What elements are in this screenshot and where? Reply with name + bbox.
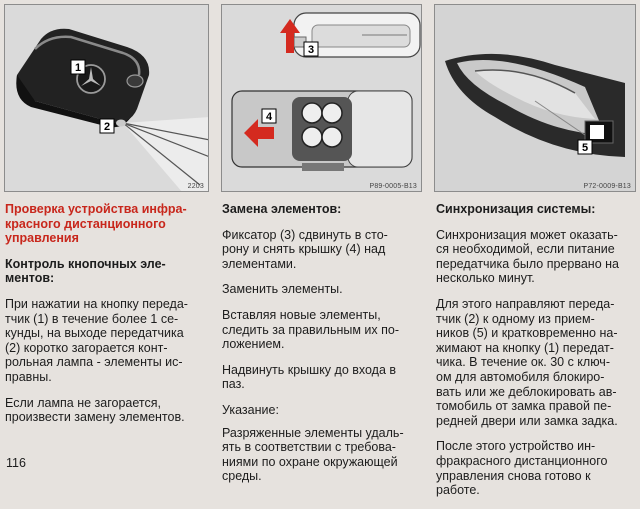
svg-text:2: 2 [103,121,111,133]
figure-door-handle [434,4,636,192]
column-battery [222,202,427,495]
svg-text:3: 3 [307,44,315,56]
note-text: Разряженные элементы удаль- ять в соответствии с требова- ниями по охране окружающей среды. [222,425,404,484]
figure-ref: P89-0005-B13 [369,183,417,190]
svg-text:1: 1 [74,62,82,74]
remote-button [127,75,143,87]
paragraph: Фиксатор (3) сдвинуть в сто- рону и снять крышку (4) над элементами. [222,227,388,271]
marker-2 [100,119,114,133]
paragraph: Заменить элементы. [222,282,343,297]
column-check [5,202,217,436]
marker-1 [71,60,85,74]
marker-3 [304,42,318,56]
battery [322,127,342,147]
paragraph: Если лампа не загорается, произвести замену элементов. [5,395,185,425]
figure-ref: P72-0009-B13 [583,183,631,190]
page-number: 116 [6,456,26,470]
section-heading: Синхронизация системы: [436,202,596,216]
section-heading: Проверка устройства инфра- красного дистанционного управления [5,202,187,246]
section-heading: Замена элементов: [222,202,342,216]
battery [302,103,322,123]
marker-5 [578,140,592,154]
paragraph: Надвинуть крышку до входа в паз. [222,362,397,392]
column-sync [436,202,636,509]
paragraph: Вставляя новые элементы, следить за правильным их по- ложением. [222,307,400,352]
subsection-heading: Контроль кнопочных эле- ментов: [5,256,166,286]
figure-battery-replacement [221,4,422,192]
figure-key-fob [4,4,209,192]
paragraph: После этого устройство ин- фракрасного дистанционного управления снова готово к работе. [436,439,608,498]
battery [302,127,322,147]
battery [322,103,342,123]
svg-text:4: 4 [265,111,273,123]
note-label: Указание: [222,402,279,417]
paragraph: Для этого направляют переда- тчик (2) к одному из прием- ников (5) и кратковременно на- жимают на кнопку (1) передат- чика. В течение ок. 30 с ключ- ом для автомобиля блокиро- вать или же деблокировать ав- томобиль от замка правой пе- редней двери или замка задка. [436,296,618,428]
svg-text:5: 5 [581,142,589,154]
figure-ref: 2203 [187,183,204,190]
paragraph: При нажатии на кнопку переда- тчик (1) в течение более 1 се- кунды, на выходе передатчика (2) коротко загорается конт- рольная лампа - элементы ис- правны. [5,296,188,384]
paragraph: Синхронизация может оказать- ся необходимой, если питание передатчика было прервано на несколько минут. [436,227,619,286]
infrared-transmitter [116,120,126,127]
infrared-beam [123,117,209,192]
marker-4 [262,109,276,123]
key-fob-body [16,29,149,128]
